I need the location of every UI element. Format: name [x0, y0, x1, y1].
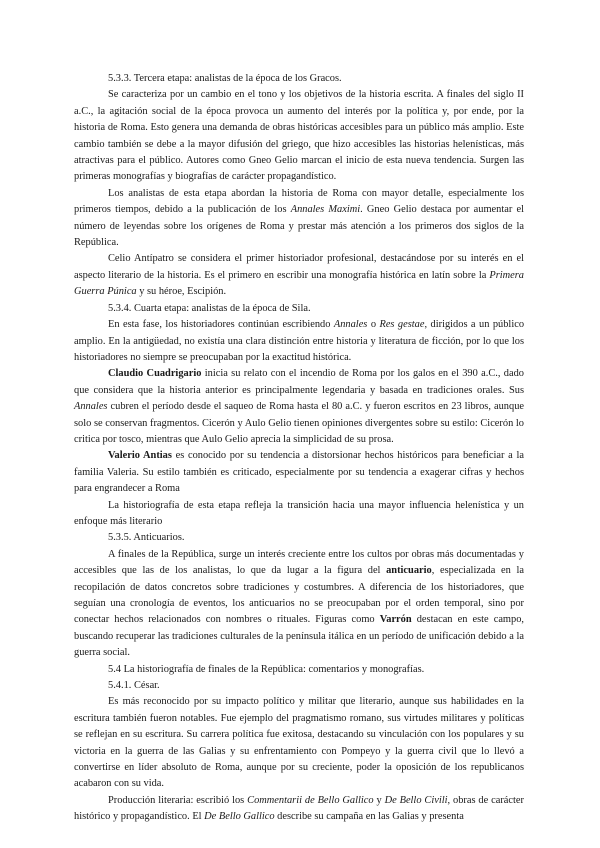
text-run: inicia su relato con el incendio de Roma por los galos en el 390 a.C., dado que considera que la historia anterior es principalmente legendaria y basada en tradiciones orales. Sus [74, 368, 524, 396]
italic-title: Annales [74, 401, 108, 413]
body-paragraph [74, 694, 524, 792]
text-run: y su héroe, Escipión. [136, 286, 227, 298]
section-heading [74, 301, 524, 317]
bold-term: Valerio Antias [108, 450, 172, 462]
text-run: Celio Antípatro se considera el primer historiador profesional, destacándose por su interés en el aspecto literario de la historia. Es el primero en escribir una monografía histórica en latín sobre la [74, 253, 524, 281]
text-run: , dirigidos a un público amplio. En la antigüedad, no existía una clara distinción entre historia y literatura de ficción, por lo que los historiadores no siempre se preocupaban por la exactitud histórica. [74, 319, 525, 363]
text-run: Producción literaria: escribió los [108, 794, 248, 806]
text-run: 5.3.4. Cuarta etapa: analistas de la época de Sila. [108, 302, 311, 314]
text-run: o [367, 319, 380, 331]
text-run: es conocido por su tendencia a distorsionar hechos históricos para beneficiar a la familia Valeria. Su estilo también es criticado, especialmente por su tendencia a exagerar cifras y hechos para engrandecer a Roma [74, 450, 524, 495]
body-paragraph [74, 251, 524, 300]
section-heading [74, 662, 524, 678]
text-run: cubren el período desde el saqueo de Roma hasta el 80 a.C. y fueron escritos en 23 libros, aunque solo se conservan fragmentos. Cicerón y Aulo Gelio tienen opiniones divergentes sobre su estilo: Cicerón lo critica por tosco, mientras que Aulo Gelio aprecia la simplicidad de su prosa. [74, 401, 524, 445]
body-paragraph [74, 186, 524, 252]
italic-title: Commentarii de Bello Gallico [247, 794, 374, 806]
body-paragraph [74, 317, 524, 366]
text-run: y [373, 794, 385, 806]
bold-term: Varrón [379, 614, 412, 626]
section-heading [74, 71, 524, 87]
body-paragraph [74, 366, 524, 448]
bold-term: anticuario [386, 565, 432, 577]
text-run: A finales de la República, surge un interés creciente entre los cultos por obras más documentadas y accesibles que las de los analistas, lo que da lugar a la figura del [74, 548, 524, 577]
italic-title: Annales Maximi [290, 204, 361, 216]
text-run: 5.4.1. César. [108, 680, 160, 692]
text-run: En esta fase, los historiadores continúan escribiendo [108, 319, 334, 331]
text-run: 5.4 La historiografía de finales de la República: comentarios y monografías. [108, 663, 425, 675]
italic-title: Primera Guerra Púnica [74, 269, 524, 298]
bold-term: Claudio Cuadrigario [108, 368, 202, 380]
body-paragraph [74, 498, 524, 531]
italic-title: De Bello Civili [384, 794, 448, 806]
text-run: . Gneo Gelio destaca por aumentar el número de leyendas sobre los orígenes de Roma y prestar más atención a los primeros dos siglos de la República. [74, 204, 524, 249]
body-paragraph [74, 87, 524, 185]
text-run: Es más reconocido por su impacto político y militar que literario, aunque sus habilidades en la escritura también fueron notables. Fue ejemplo del pragmatismo romano, sus virtudes militares y políticas se reflejan en su escritura. Su carrera política fue exitosa, destacando su vinculación con los populares y su victoria en la guerra de las Galias y su enfrentamiento con Pompeyo y la guerra civil que lo llevó a convertirse en líder absoluto de Roma, aunque por su creciente, poder la oposición de los republicanos acabaron con su vida. [74, 696, 524, 790]
italic-title: Res gestae [379, 319, 425, 331]
italic-title: De Bello Gallico [204, 811, 275, 823]
italic-title: Annales [333, 319, 368, 331]
body-paragraph [74, 448, 524, 497]
text-run: describe su campaña en las Galias y presenta [274, 811, 464, 823]
text-run: destacan en este campo, buscando recuperar las tradiciones culturales de la península itálica en un período de unificación debido a la guerra social. [74, 614, 525, 659]
text-run: Los analistas de esta etapa abordan la historia de Roma con mayor detalle, especialmente los primeros tiempos, debido a la publicación de los [74, 187, 524, 216]
text-run: 5.3.3. Tercera etapa: analistas de la época de los Gracos. [108, 73, 342, 84]
body-paragraph [74, 547, 524, 662]
text-run: , especializada en la recopilación de datos concretos sobre tradiciones y costumbres. A diferencia de los historiadores, que seguían una cronología de eventos, los anticuarios no se preocupaban por el orden temporal, sino por conectar hechos relacionados con nombres o rituales. Figuras como [74, 565, 524, 626]
text-run: La historiografía de esta etapa refleja la transición hacia una mayor influencia helenística y un enfoque más literario [74, 499, 524, 527]
text-run: Se caracteriza por un cambio en el tono y los objetivos de la historia escrita. A finales del siglo II a.C., la agitación social de la época provoca un aumento del interés por la política y, por ende, por la historia de Roma. Esto genera una demanda de obras históricas accesibles para un público más amplio. Este cambio también se debe a la mayor difusión del griego, que hizo accesibles las historias helenísticas, más atractivas para el público. Autores como Gneo Gelio marcan el inicio de esta nueva tendencia. Surgen las primeras monografías y biografías de carácter propagandístico. [74, 89, 524, 183]
section-heading [74, 530, 524, 546]
section-heading [74, 678, 524, 694]
text-run: 5.3.5. Anticuarios. [108, 532, 185, 544]
text-run: , obras de carácter histórico y propagandístico. El [74, 794, 524, 823]
body-paragraph [74, 793, 524, 826]
